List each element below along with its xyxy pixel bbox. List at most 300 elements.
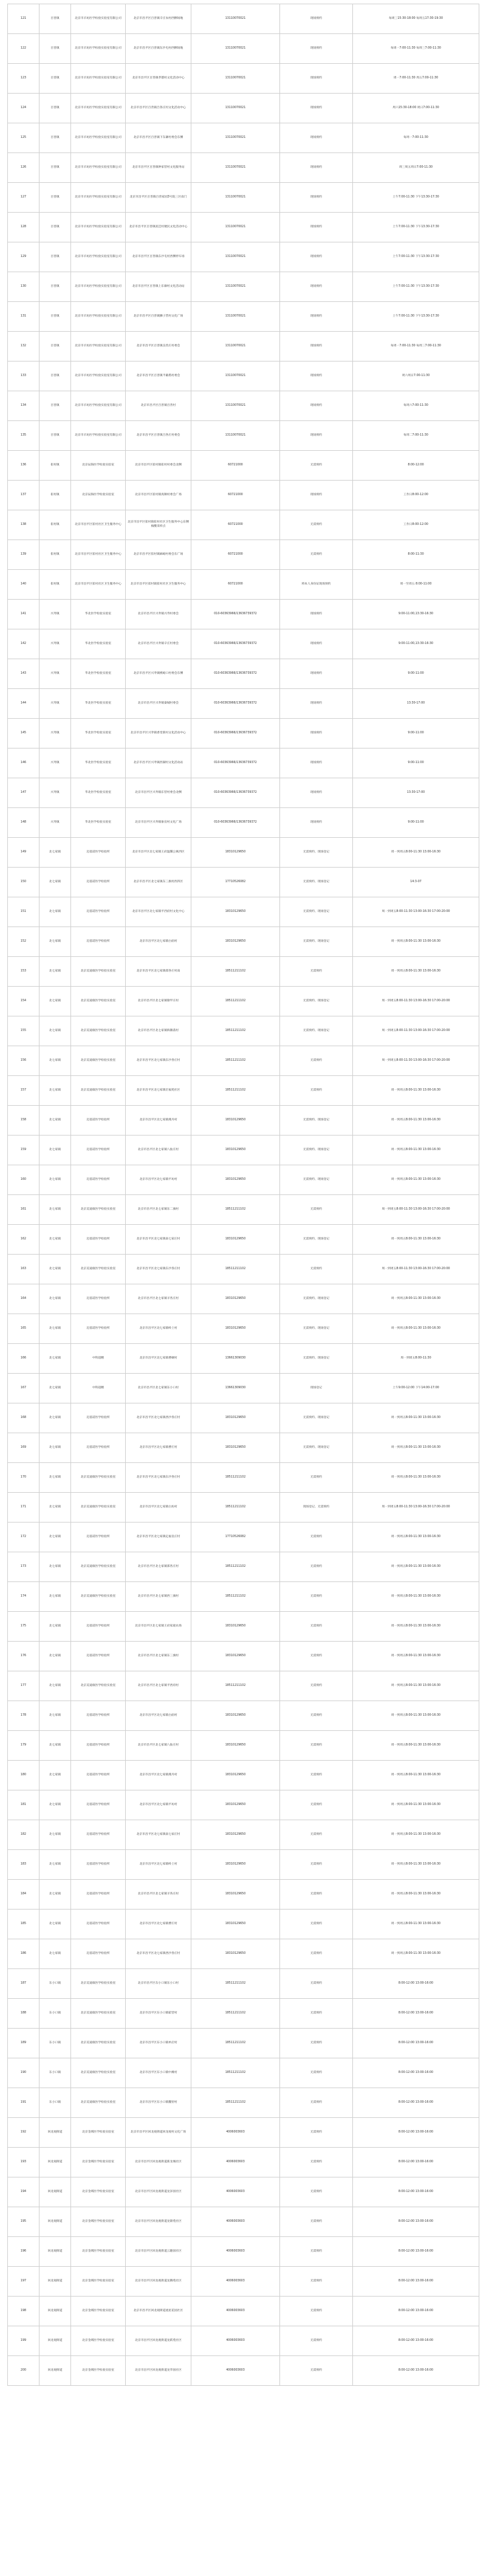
appointment-cell: 现场预约 xyxy=(280,64,353,94)
address-cell: 北京市昌平区百善镇下东廓村委会东侧 xyxy=(126,123,191,153)
phone-cell: 010-60363966/13636739372 xyxy=(191,600,280,629)
phone-cell: 18511211102 xyxy=(191,1195,280,1225)
phone-cell: 13110070021 xyxy=(191,272,280,302)
hours-cell: 周一到周五8:00-11:30 13:00-16:30 xyxy=(353,1790,479,1820)
appointment-cell: 现场预约 xyxy=(280,242,353,272)
appointment-cell: 无需预约 xyxy=(280,510,353,540)
appointment-cell: 无需预约 xyxy=(280,1255,353,1284)
hours-cell: 周一到周五8:00-11:30 13:00-16:30 xyxy=(353,1165,479,1195)
table-row xyxy=(8,391,479,421)
phone-cell: 13661309030 xyxy=(191,1344,280,1374)
district-cell: 北七家镇 xyxy=(39,1731,71,1761)
hours-cell: 周一到周五8:00-11:30 13:00-16:30 xyxy=(353,1820,479,1850)
hours-cell: 周一到周五8:00-11:30 13:00-16:30 xyxy=(353,1910,479,1939)
phone-cell: 18310129650 xyxy=(191,1612,280,1642)
organization-cell: 华北医学检验实验室 xyxy=(71,659,126,689)
table-row xyxy=(8,2029,479,2058)
row-number-cell: 194 xyxy=(8,2177,39,2207)
hours-cell: 周一到周五8:00-11:30 13:00-16:30 xyxy=(353,1761,479,1790)
organization-cell: 华北医学检验实验室 xyxy=(71,808,126,838)
phone-cell: 60721000 xyxy=(191,510,280,540)
address-cell: 北京市昌平区回龙观街道龙跃苑社区 xyxy=(126,2326,191,2356)
phone-cell: 18310129650 xyxy=(191,1165,280,1195)
district-cell: 回龙观街道 xyxy=(39,2177,71,2207)
address-cell: 北京市昌平区北七家镇歇甲庄村 xyxy=(126,987,191,1016)
district-cell: 北七家镇 xyxy=(39,1850,71,1880)
table-row xyxy=(8,1790,479,1820)
phone-cell: 13110070021 xyxy=(191,391,280,421)
appointment-cell: 无需预约 xyxy=(280,1910,353,1939)
address-cell: 北京市昌平区东小口镇霍营村 xyxy=(126,1999,191,2029)
hours-cell: 8:00-12:00 13:00-16:00 xyxy=(353,1999,479,2029)
row-number-cell: 184 xyxy=(8,1880,39,1910)
row-number-cell: 155 xyxy=(8,1016,39,1046)
appointment-cell: 无需预约 xyxy=(280,1523,353,1552)
appointment-cell: 无需预约、现场登记 xyxy=(280,1314,353,1344)
address-cell: 北京市昌平区北七家镇岭上村 xyxy=(126,1850,191,1880)
district-cell: 北七家镇 xyxy=(39,1939,71,1969)
organization-cell: 迈基诺医学检验所 xyxy=(71,1880,126,1910)
row-number-cell: 139 xyxy=(8,540,39,570)
hours-cell: 每周一7:00-11:30 xyxy=(353,123,479,153)
district-cell: 北七家镇 xyxy=(39,1910,71,1939)
organization-cell: 北京市羊坊医学检验实验室有限公司 xyxy=(71,421,126,451)
hours-cell: 上午7:00-11:30 下午13:30-17:30 xyxy=(353,213,479,242)
address-cell: 北京市昌平区北七家镇定福皇庄村 xyxy=(126,1523,191,1552)
hours-cell: 周一到周五8:00-11:30 13:00-16:30 17:00-20:00 xyxy=(353,1195,479,1225)
district-cell: 东小口镇 xyxy=(39,2058,71,2088)
district-cell: 北七家镇 xyxy=(39,1820,71,1850)
table-body xyxy=(8,4,479,2386)
district-cell: 北七家镇 xyxy=(39,1136,71,1165)
address-cell: 北京市昌平区北七家镇燕丹村 xyxy=(126,1761,191,1790)
district-cell: 北七家镇 xyxy=(39,987,71,1016)
row-number-cell: 175 xyxy=(8,1612,39,1642)
phone-cell: 18310129650 xyxy=(191,927,280,957)
organization-cell: 北京金域医学检验实验室 xyxy=(71,2356,126,2386)
phone-cell: 18310129650 xyxy=(191,1314,280,1344)
address-cell: 北京市昌平区北七家镇白庙村 xyxy=(126,1701,191,1731)
phone-cell: 18511211102 xyxy=(191,1582,280,1612)
district-cell: 北七家镇 xyxy=(39,1523,71,1552)
table-row xyxy=(8,1969,479,1999)
address-cell: 北京市昌平区崔村镇麻峪村委会东广场 xyxy=(126,540,191,570)
appointment-cell: 无需预约、现场登记 xyxy=(280,1225,353,1255)
row-number-cell: 144 xyxy=(8,689,39,719)
organization-cell: 北京金域医学检验实验室 xyxy=(71,2207,126,2237)
address-cell: 北京市昌平区兴寿镇西湖村文化活动站 xyxy=(126,748,191,778)
appointment-cell: 无需预约 xyxy=(280,2267,353,2297)
organization-cell: 迈基诺医学检验所 xyxy=(71,1612,126,1642)
row-number-cell: 121 xyxy=(8,4,39,34)
hours-cell: 每周一7:00-11:30 每周三7:00-11:30 xyxy=(353,34,479,64)
hours-cell: 13:30-17:00 xyxy=(353,778,479,808)
row-number-cell: 127 xyxy=(8,183,39,213)
row-number-cell: 163 xyxy=(8,1255,39,1284)
organization-cell: 华北医学检验实验室 xyxy=(71,600,126,629)
row-number-cell: 189 xyxy=(8,2029,39,2058)
phone-cell: 18511211102 xyxy=(191,1046,280,1076)
table-row xyxy=(8,242,479,272)
table-row xyxy=(8,361,479,391)
row-number-cell: 124 xyxy=(8,94,39,123)
appointment-cell: 无需预约 xyxy=(280,1820,353,1850)
district-cell: 东小口镇 xyxy=(39,2029,71,2058)
row-number-cell: 125 xyxy=(8,123,39,153)
appointment-cell: 无需预约 xyxy=(280,2148,353,2177)
phone-cell: 18310129650 xyxy=(191,1136,280,1165)
appointment-cell: 现场预约 xyxy=(280,4,353,34)
table-row xyxy=(8,1850,479,1880)
table-row xyxy=(8,1403,479,1433)
address-cell: 北京市昌平区北七家镇平西府村 xyxy=(126,1671,191,1701)
address-cell: 北京市昌平区北七家镇八仙庄村 xyxy=(126,1731,191,1761)
organization-cell: 北京市羊坊医学检验实验室有限公司 xyxy=(71,4,126,34)
district-cell: 北七家镇 xyxy=(39,1016,71,1046)
organization-cell: 迈基诺医学检验所 xyxy=(71,1165,126,1195)
address-cell: 北京市昌平区回龙观街道新龙城社区 xyxy=(126,2148,191,2177)
organization-cell: 迈基诺医学检验所 xyxy=(71,838,126,868)
address-cell: 北京市昌平区北七家镇东沙各庄村 xyxy=(126,1046,191,1076)
organization-cell: 北京美迪康医学检验实验室 xyxy=(71,2029,126,2058)
table-row xyxy=(8,838,479,868)
address-cell: 北京市昌平区崔村镇真顺村委会广场 xyxy=(126,481,191,510)
address-cell: 北京市昌平区北七家镇西三旗村 xyxy=(126,1582,191,1612)
phone-cell: 60721000 xyxy=(191,451,280,481)
organization-cell: 迈基诺医学检验所 xyxy=(71,1642,126,1671)
hours-cell: 9:00-11:00 xyxy=(353,659,479,689)
district-cell: 百善镇 xyxy=(39,213,71,242)
organization-cell: 华北医学检验实验室 xyxy=(71,689,126,719)
row-number-cell: 156 xyxy=(8,1046,39,1076)
hours-cell: 周一到周五8:00-11:30 13:00-16:30 xyxy=(353,1076,479,1106)
appointment-cell: 现场预约 xyxy=(280,153,353,183)
phone-cell: 18511211102 xyxy=(191,1999,280,2029)
table-row xyxy=(8,1612,479,1642)
appointment-cell: 无需预约、现场登记 xyxy=(280,1344,353,1374)
phone-cell: 18310129650 xyxy=(191,1284,280,1314)
address-cell: 北京市昌平区北七家镇东沙各庄村 xyxy=(126,1255,191,1284)
district-cell: 回龙观街道 xyxy=(39,2326,71,2356)
hours-cell: 周一到周五8:00-11:30 13:00-16:30 xyxy=(353,1225,479,1255)
row-number-cell: 161 xyxy=(8,1195,39,1225)
table-row xyxy=(8,1910,479,1939)
row-number-cell: 147 xyxy=(8,778,39,808)
row-number-cell: 151 xyxy=(8,897,39,927)
row-number-cell: 196 xyxy=(8,2237,39,2267)
phone-cell: 60721000 xyxy=(191,570,280,600)
district-cell: 崔村镇 xyxy=(39,570,71,600)
phone-cell: 18511211102 xyxy=(191,957,280,987)
table-row xyxy=(8,1820,479,1850)
organization-cell: 北京美迪康医学检验实验室 xyxy=(71,1582,126,1612)
hours-cell: 8:00-12:00 13:00-16:00 xyxy=(353,2148,479,2177)
district-cell: 崔村镇 xyxy=(39,540,71,570)
organization-cell: 北京市羊坊医学检验实验室有限公司 xyxy=(71,183,126,213)
organization-cell: 北京市羊坊医学检验实验室有限公司 xyxy=(71,123,126,153)
hours-cell: 周六周日7:00-11:30 xyxy=(353,361,479,391)
row-number-cell: 153 xyxy=(8,957,39,987)
appointment-cell: 无需预约 xyxy=(280,2207,353,2237)
district-cell: 回龙观街道 xyxy=(39,2297,71,2326)
phone-cell: 010-60363966/13636739372 xyxy=(191,659,280,689)
district-cell: 北七家镇 xyxy=(39,1582,71,1612)
phone-cell: 18310129650 xyxy=(191,1701,280,1731)
organization-cell: 北京辰海医学检验实验室 xyxy=(71,451,126,481)
address-cell: 北京市昌平区百善镇百善村 xyxy=(126,391,191,421)
phone-cell: 010-60363966/13636739372 xyxy=(191,778,280,808)
district-cell: 回龙观街道 xyxy=(39,2118,71,2148)
hours-cell: 周六15:30-18:00 周日7:00-11:30 xyxy=(353,94,479,123)
appointment-cell: 无需预约、现场登记 xyxy=(280,1136,353,1165)
organization-cell: 北京辰海医学检验实验室 xyxy=(71,481,126,510)
district-cell: 北七家镇 xyxy=(39,1403,71,1433)
phone-cell: 18310129650 xyxy=(191,1939,280,1969)
phone-cell: 4006003603 xyxy=(191,2267,280,2297)
table-row xyxy=(8,2237,479,2267)
phone-cell: 18511211102 xyxy=(191,1552,280,1582)
phone-cell: 4006003603 xyxy=(191,2177,280,2207)
appointment-cell: 现场预约 xyxy=(280,332,353,361)
district-cell: 百善镇 xyxy=(39,421,71,451)
row-number-cell: 171 xyxy=(8,1493,39,1523)
address-cell: 北京市昌平区北七家镇平西府村文化中心 xyxy=(126,897,191,927)
row-number-cell: 143 xyxy=(8,659,39,689)
hours-cell: 每周六7:00-11:30 xyxy=(353,391,479,421)
hours-cell: 周一到周五8:00-11:30 13:00-16:30 xyxy=(353,1731,479,1761)
district-cell: 北七家镇 xyxy=(39,927,71,957)
district-cell: 回龙观街道 xyxy=(39,2148,71,2177)
table-row xyxy=(8,2356,479,2386)
address-cell: 北京市昌平区北七家镇东小口村 xyxy=(126,1374,191,1403)
hours-cell: 8:00-12:00 13:00-16:00 xyxy=(353,2058,479,2088)
appointment-cell: 无需预约 xyxy=(280,451,353,481)
district-cell: 百善镇 xyxy=(39,4,71,34)
phone-cell: 010-60363966/13636739372 xyxy=(191,748,280,778)
organization-cell: 北京市羊坊医学检验实验室有限公司 xyxy=(71,94,126,123)
appointment-cell: 无需预约 xyxy=(280,1790,353,1820)
table-row xyxy=(8,123,479,153)
organization-cell: 北京市羊坊医学检验实验室有限公司 xyxy=(71,153,126,183)
hours-cell: 周一到周五8:00-11:30 13:00-16:30 xyxy=(353,1552,479,1582)
organization-cell: 北京美迪康医学检验实验室 xyxy=(71,1999,126,2029)
hours-cell: 周一到周五8:00-11:30 13:00-16:30 17:00-20:00 xyxy=(353,1016,479,1046)
table-row xyxy=(8,2267,479,2297)
address-cell: 北京市昌平区兴寿镇辛庄村委会 xyxy=(126,629,191,659)
address-cell: 北京市昌平区北七家镇八仙庄村 xyxy=(126,1136,191,1165)
district-cell: 北七家镇 xyxy=(39,1046,71,1076)
phone-cell: 13110070021 xyxy=(191,34,280,64)
row-number-cell: 136 xyxy=(8,451,39,481)
hours-cell: 8:00-12:00 13:00-16:00 xyxy=(353,2326,479,2356)
appointment-cell: 现场预约 xyxy=(280,34,353,64)
table-row xyxy=(8,2207,479,2237)
hours-cell: 8:00-12:00 13:00-16:00 xyxy=(353,2267,479,2297)
hours-cell: 周一到周五8:00-11:30 13:00-16:30 xyxy=(353,1284,479,1314)
district-cell: 北七家镇 xyxy=(39,1374,71,1403)
phone-cell: 17710526082 xyxy=(191,868,280,897)
address-cell: 北京市昌平区回龙观街道龙华园社区 xyxy=(126,2356,191,2386)
hours-cell: 周一到周五8:00-11:30 13:00-16:30 xyxy=(353,1106,479,1136)
address-cell: 北京市昌平区百善镇孝德村文化活动中心 xyxy=(126,64,191,94)
phone-cell: 18511211102 xyxy=(191,1671,280,1701)
row-number-cell: 142 xyxy=(8,629,39,659)
organization-cell: 北京美迪康医学检验实验室 xyxy=(71,1255,126,1284)
row-number-cell: 141 xyxy=(8,600,39,629)
table-row xyxy=(8,927,479,957)
address-cell: 北京市昌平区北七家镇东三旗村 xyxy=(126,1642,191,1671)
phone-cell: 4006003603 xyxy=(191,2326,280,2356)
organization-cell: 迈基诺医学检验所 xyxy=(71,1106,126,1136)
row-number-cell: 188 xyxy=(8,1999,39,2029)
hours-cell: 周一到周五8:00-11:30 13:00-16:30 17:00-20:00 xyxy=(353,1046,479,1076)
table-row xyxy=(8,2148,479,2177)
appointment-cell: 无需预约、现场登记 xyxy=(280,1433,353,1463)
row-number-cell: 148 xyxy=(8,808,39,838)
row-number-cell: 190 xyxy=(8,2058,39,2088)
address-cell: 北京市昌平区东小口镇魏窑村 xyxy=(126,2088,191,2118)
phone-cell: 18511211102 xyxy=(191,2058,280,2088)
hours-cell: 周一7:00-11:30 周五7:00-11:30 xyxy=(353,64,479,94)
table-row xyxy=(8,94,479,123)
address-cell: 北京市昌平区东小口镇东小口村 xyxy=(126,1969,191,1999)
district-cell: 东小口镇 xyxy=(39,2088,71,2118)
table-row xyxy=(8,510,479,540)
organization-cell: 迈基诺医学检验所 xyxy=(71,1523,126,1552)
row-number-cell: 135 xyxy=(8,421,39,451)
appointment-cell: 无需预约 xyxy=(280,2237,353,2267)
district-cell: 兴寿镇 xyxy=(39,778,71,808)
address-cell: 北京市昌平区北七家镇西沙各庄村 xyxy=(126,1939,191,1969)
address-cell: 北京市昌平区兴寿镇东营村委会北侧 xyxy=(126,778,191,808)
hours-cell: 工作日8:00-12:00 xyxy=(353,510,479,540)
table-row xyxy=(8,213,479,242)
row-number-cell: 159 xyxy=(8,1136,39,1165)
table-row xyxy=(8,1463,479,1493)
phone-cell: 13110070021 xyxy=(191,183,280,213)
hours-cell: 8:00-12:00 13:00-16:00 xyxy=(353,2207,479,2237)
address-cell: 北京市昌平区回龙观街道龙锦苑社区 xyxy=(126,2207,191,2237)
organization-cell: 北京美迪康医学检验实验室 xyxy=(71,987,126,1016)
district-cell: 北七家镇 xyxy=(39,838,71,868)
table-row xyxy=(8,1731,479,1761)
row-number-cell: 122 xyxy=(8,34,39,64)
address-cell: 北京市昌平区北七家镇南七家庄村 xyxy=(126,1225,191,1255)
appointment-cell: 无需预约 xyxy=(280,2356,353,2386)
hours-cell: 周一到周五8:00-11:30 13:00-16:30 xyxy=(353,1612,479,1642)
table-row xyxy=(8,957,479,987)
organization-cell: 北京美迪康医学检验实验室 xyxy=(71,1552,126,1582)
district-cell: 百善镇 xyxy=(39,361,71,391)
phone-cell: 18310129650 xyxy=(191,1850,280,1880)
hours-cell: 周一到周五8:00-11:30 13:00-16:30 xyxy=(353,1136,479,1165)
appointment-cell: 现场预约 xyxy=(280,748,353,778)
row-number-cell: 160 xyxy=(8,1165,39,1195)
address-cell: 北京市昌平区百善镇泥洼村便民文化活动中心 xyxy=(126,213,191,242)
hours-cell: 周一到周五8:00-11:30 13:00-16:30 17:00-20:00 xyxy=(353,1493,479,1523)
row-number-cell: 132 xyxy=(8,332,39,361)
table-row xyxy=(8,1076,479,1106)
row-number-cell: 172 xyxy=(8,1523,39,1552)
row-number-cell: 162 xyxy=(8,1225,39,1255)
district-cell: 北七家镇 xyxy=(39,1761,71,1790)
row-number-cell: 145 xyxy=(8,719,39,748)
row-number-cell: 169 xyxy=(8,1433,39,1463)
hours-cell: 周一到周五8:00-11:30 13:00-16:30 xyxy=(353,1403,479,1433)
row-number-cell: 182 xyxy=(8,1820,39,1850)
appointment-cell: 无需预约、现场登记 xyxy=(280,1284,353,1314)
table-row xyxy=(8,1106,479,1136)
organization-cell: 北京市羊坊医学检验实验室有限公司 xyxy=(71,242,126,272)
phone-cell: 13110070021 xyxy=(191,4,280,34)
hours-cell: 上午9:00-12:00 下午14:00-17:00 xyxy=(353,1374,479,1403)
hours-cell: 周一到周五8:00-11:30 13:00-16:30 17:00-20:00 xyxy=(353,987,479,1016)
address-cell: 北京市昌平区兴寿镇秦城村委会 xyxy=(126,689,191,719)
appointment-cell: 现场登记 xyxy=(280,1374,353,1403)
district-cell: 崔村镇 xyxy=(39,481,71,510)
address-cell: 北京市昌平区东小口镇单店村 xyxy=(126,2029,191,2058)
organization-cell: 北京市昌平区崔村社区卫生服务中心 xyxy=(71,510,126,540)
table-row xyxy=(8,659,479,689)
hours-cell: 8:00-12:00 13:00-16:00 xyxy=(353,2237,479,2267)
row-number-cell: 176 xyxy=(8,1642,39,1671)
organization-cell: 迈基诺医学检验所 xyxy=(71,1850,126,1880)
appointment-cell: 现场登记、无需预约 xyxy=(280,1493,353,1523)
appointment-cell: 无需预约 xyxy=(280,2088,353,2118)
appointment-cell: 现场预约 xyxy=(280,183,353,213)
phone-cell: 18511211102 xyxy=(191,1463,280,1493)
phone-cell: 13110070021 xyxy=(191,421,280,451)
address-cell: 北京市昌平区东小口镇中滩村 xyxy=(126,2058,191,2088)
address-cell: 北京市昌平区北七家镇西沙各庄村 xyxy=(126,1403,191,1433)
row-number-cell: 123 xyxy=(8,64,39,94)
district-cell: 北七家镇 xyxy=(39,1106,71,1136)
district-cell: 北七家镇 xyxy=(39,957,71,987)
row-number-cell: 186 xyxy=(8,1939,39,1969)
row-number-cell: 133 xyxy=(8,361,39,391)
appointment-cell: 现场预约 xyxy=(280,421,353,451)
address-cell: 北京市昌平区北七家镇平坊村 xyxy=(126,1790,191,1820)
hours-cell: 周一到周五8:00-11:30 13:00-16:30 xyxy=(353,1701,479,1731)
phone-cell: 010-60363966/13636739372 xyxy=(191,689,280,719)
district-cell: 北七家镇 xyxy=(39,1195,71,1225)
hours-cell: 14:3-07 xyxy=(353,868,479,897)
district-cell: 北七家镇 xyxy=(39,1314,71,1344)
table-row xyxy=(8,2118,479,2148)
district-cell: 百善镇 xyxy=(39,123,71,153)
row-number-cell: 177 xyxy=(8,1671,39,1701)
testing-site-table xyxy=(7,4,479,2386)
table-row xyxy=(8,748,479,778)
row-number-cell: 137 xyxy=(8,481,39,510)
hours-cell: 周一到周五8:00-11:30 13:00-16:30 xyxy=(353,1433,479,1463)
phone-cell: 18511211102 xyxy=(191,1969,280,1999)
district-cell: 兴寿镇 xyxy=(39,748,71,778)
district-cell: 东小口镇 xyxy=(39,1999,71,2029)
appointment-cell: 现场预约 xyxy=(280,719,353,748)
hours-cell: 周一到周五8:00-11:30 13:00-16:30 xyxy=(353,1523,479,1552)
phone-cell: 13110070021 xyxy=(191,64,280,94)
address-cell: 北京市昌平区兴寿镇兴寿村委会 xyxy=(126,600,191,629)
row-number-cell: 170 xyxy=(8,1463,39,1493)
organization-cell: 北京市昌平区崔村社区卫生服务中心 xyxy=(71,540,126,570)
organization-cell: 北京美迪康医学检验实验室 xyxy=(71,1046,126,1076)
appointment-cell: 无需预约 xyxy=(280,1999,353,2029)
organization-cell: 迈基诺医学检验所 xyxy=(71,1284,126,1314)
row-number-cell: 183 xyxy=(8,1850,39,1880)
row-number-cell: 167 xyxy=(8,1374,39,1403)
table-row xyxy=(8,2297,479,2326)
